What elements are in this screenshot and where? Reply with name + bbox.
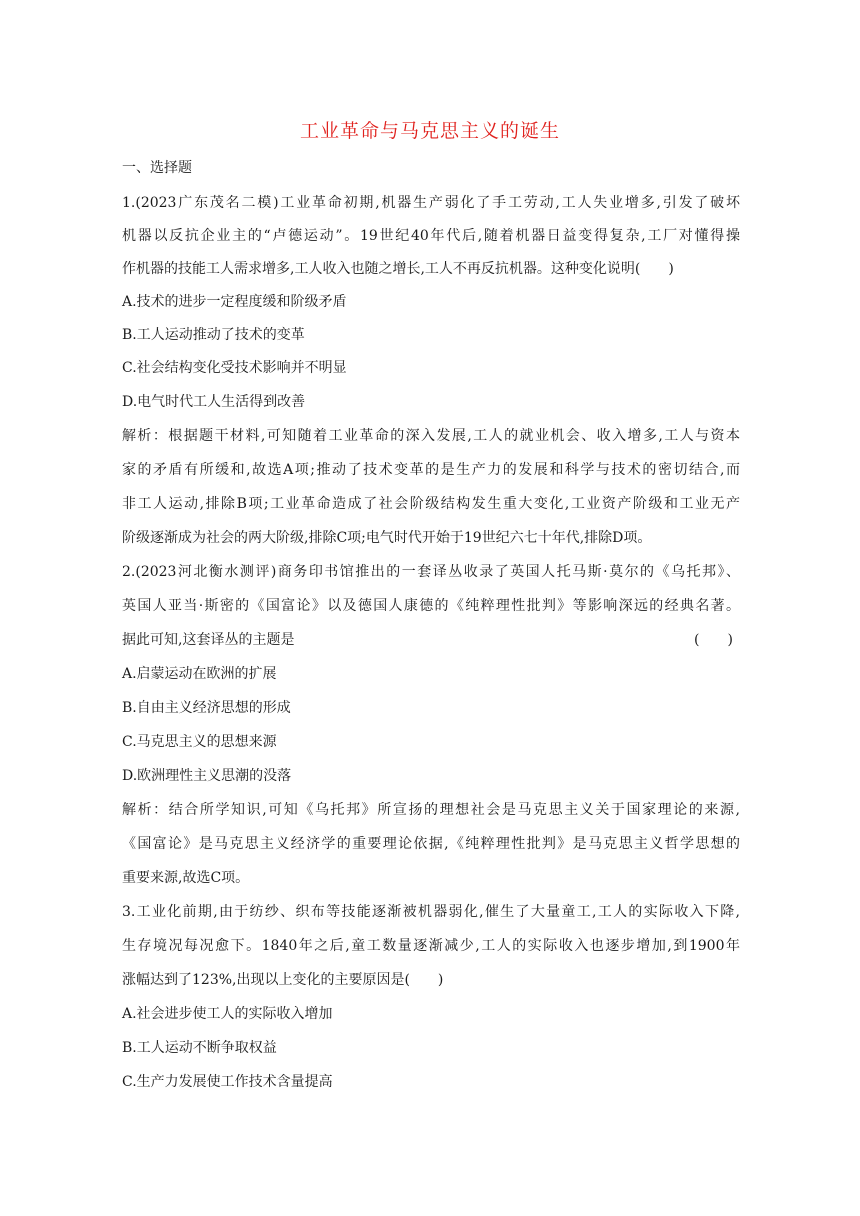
q2-option-d: D.欧洲理性主义思潮的没落 [122,768,292,784]
q3-stem-line-1: 3.工业化前期,由于纺纱、织布等技能逐渐被机器弱化,催生了大量童工,工人的实际收入下降, [122,904,740,920]
q1-option-d: D.电气时代工人生活得到改善 [122,394,306,410]
q3-stem-line-3: 涨幅达到了123%,出现以上变化的主要原因是( ) [122,972,444,988]
q2-option-a: A.启蒙运动在欧洲的扩展 [122,666,277,682]
q1-analysis-line-4: 阶级逐渐成为社会的两大阶级,排除C项;电气时代开始于19世纪六七十年代,排除D项。 [122,530,652,546]
section-heading: 一、选择题 [122,160,192,176]
page-title: 工业革命与马克思主义的诞生 [299,120,560,142]
q3-option-c: C.生产力发展使工作技术含量提高 [122,1074,333,1090]
q1-analysis-line-3: 非工人运动,排除B项;工业革命造成了社会阶级结构发生重大变化,工业资产阶级和工业无产 [122,496,740,512]
q2-option-b: B.自由主义经济思想的形成 [122,700,291,716]
q1-option-b: B.工人运动推动了技术的变革 [122,327,305,343]
q2-analysis-line-2: 《国富论》是马克思主义经济学的重要理论依据,《纯粹理性批判》是马克思主义哲学思想的 [122,836,740,852]
q2-analysis-line-1: 解析：结合所学知识,可知《乌托邦》所宣扬的理想社会是马克思主义关于国家理论的来源, [122,802,740,818]
q1-stem-line-2: 机器以反抗企业主的“卢德运动”。19世纪40年代后,随着机器日益变得复杂,工厂对懂得操 [122,228,740,244]
q2-stem-line-1: 2.(2023河北衡水测评)商务印书馆推出的一套译丛收录了英国人托马斯·莫尔的《乌托邦》、 [122,564,740,580]
q3-option-b: B.工人运动不断争取权益 [122,1040,277,1056]
q2-option-c: C.马克思主义的思想来源 [122,734,277,750]
q1-analysis-line-1: 解析：根据题干材料,可知随着工业革命的深入发展,工人的就业机会、收入增多,工人与资本 [122,428,740,444]
q1-stem-line-3: 作机器的技能工人需求增多,工人收入也随之增长,工人不再反抗机器。这种变化说明( ) [122,261,674,277]
q1-option-a: A.技术的进步一定程度缓和阶级矛盾 [122,294,347,310]
q1-stem-line-1: 1.(2023广东茂名二模)工业革命初期,机器生产弱化了手工劳动,工人失业增多,引发了破坏 [122,195,740,211]
q1-analysis-line-2: 家的矛盾有所缓和,故选A项;推动了技术变革的是生产力的发展和科学与技术的密切结合,而 [122,462,740,478]
q3-option-a: A.社会进步使工人的实际收入增加 [122,1006,333,1022]
q2-stem-line-2: 英国人亚当·斯密的《国富论》以及德国人康德的《纯粹理性批判》等影响深远的经典名著。 [122,598,740,614]
q2-analysis-line-3: 重要来源,故选C项。 [122,870,250,886]
q1-option-c: C.社会结构变化受技术影响并不明显 [122,360,347,376]
q2-answer-blank: ( ) [694,632,733,648]
q3-stem-line-2: 生存境况每况愈下。1840年之后,童工数量逐渐减少,工人的实际收入也逐步增加,到1900年 [122,938,740,954]
q2-stem-line-3: 据此可知,这套译丛的主题是 [122,632,295,648]
